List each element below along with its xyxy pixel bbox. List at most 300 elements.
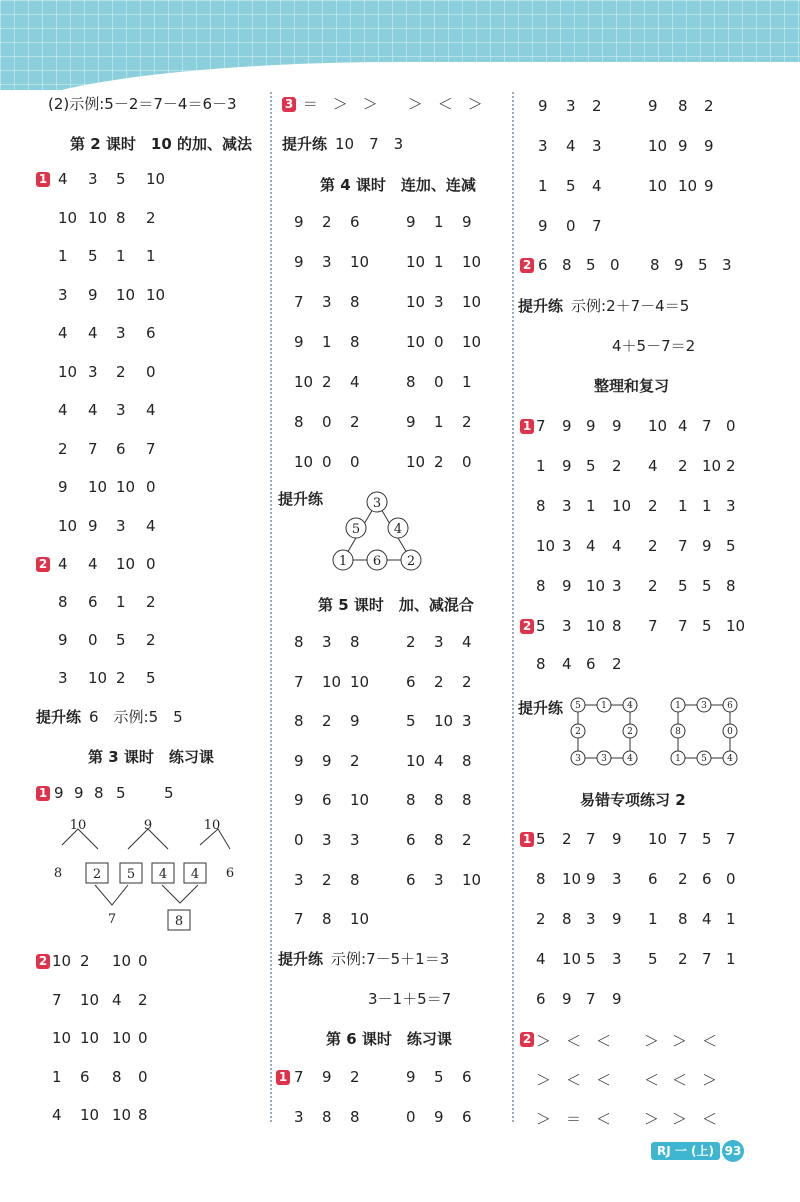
answer-value: 9 bbox=[294, 213, 304, 231]
answer-value: 6 bbox=[406, 831, 416, 849]
answer-value: 9 bbox=[406, 413, 416, 431]
answer-value: 7 bbox=[702, 950, 712, 968]
answer-value: 2 bbox=[678, 870, 688, 888]
answer-value: 9 bbox=[704, 177, 714, 195]
answer-value: 10 bbox=[462, 333, 482, 351]
tree-box-2: 5 bbox=[126, 867, 136, 882]
answer-value: 10 bbox=[88, 208, 108, 227]
answer-value: 3 bbox=[434, 633, 444, 651]
answer-value: 8 bbox=[322, 1108, 332, 1126]
answer-value: 1 bbox=[538, 177, 548, 195]
tree-mid-6: 6 bbox=[225, 866, 235, 881]
answer-value: 3 bbox=[350, 831, 360, 849]
answer-value: 6 bbox=[702, 870, 712, 888]
tree-bottom-2: 8 bbox=[174, 914, 184, 929]
answer-value: 5 bbox=[586, 457, 596, 475]
answer-value: 0 bbox=[146, 555, 156, 573]
answer-value: 8 bbox=[536, 870, 546, 888]
answer-value: 8 bbox=[462, 751, 472, 770]
book-label: RJ 一 (上) bbox=[651, 1142, 720, 1160]
answer-value: 10 bbox=[562, 950, 582, 968]
tisheng-row bbox=[282, 133, 403, 154]
answer-value: 10 bbox=[648, 137, 668, 155]
tisheng-label-2: 提升练 bbox=[278, 490, 324, 508]
answer-value: 5 bbox=[88, 247, 98, 265]
answer-value: 10 bbox=[612, 497, 632, 515]
tri-node: 2 bbox=[406, 554, 416, 569]
answer-value: 4 bbox=[146, 401, 156, 419]
compare-signs: ＝ ＞ ＞ ＞ ＜ ＞ bbox=[302, 95, 483, 113]
answer-value: 0 bbox=[726, 870, 736, 888]
answer-value: 5 bbox=[702, 577, 712, 595]
answer-value: ＜ bbox=[672, 1071, 688, 1089]
answer-value: 9 bbox=[648, 97, 658, 115]
l3-part1-row bbox=[36, 784, 174, 802]
answer-value: 0 bbox=[462, 453, 472, 471]
answer-row bbox=[520, 617, 746, 635]
answer-value: 4 bbox=[678, 417, 688, 435]
answer-value: 5 bbox=[726, 537, 736, 555]
answer-value: 10 bbox=[146, 285, 166, 304]
answer-value: ＜ bbox=[596, 1032, 612, 1050]
answer-value: 10 bbox=[586, 577, 606, 595]
answer-value: 3 bbox=[116, 401, 126, 419]
answer-value: 3 bbox=[562, 617, 572, 635]
answer-value: ＜ bbox=[702, 1110, 718, 1128]
answer-value: 6 bbox=[116, 439, 126, 458]
tri-node: 4 bbox=[393, 522, 403, 537]
answer-value: 8 bbox=[116, 208, 126, 227]
answer-value: 10 bbox=[88, 478, 108, 496]
answer-value: 10 bbox=[322, 672, 342, 691]
tisheng-label: 提升练 bbox=[282, 135, 328, 153]
answer-value: 1 bbox=[536, 457, 546, 475]
answer-value: ＜ bbox=[566, 1032, 582, 1050]
answer-value: 4 bbox=[536, 950, 546, 968]
answer-value: 8 bbox=[112, 1067, 122, 1086]
answer-value: 0 bbox=[146, 478, 156, 496]
answer-value: 3 bbox=[88, 362, 98, 381]
answer-value: 4 bbox=[702, 910, 712, 928]
answer-value: 10 bbox=[406, 293, 426, 311]
answer-value: 10 bbox=[294, 453, 314, 471]
answer-value: 8 bbox=[612, 617, 622, 635]
tri-node: 6 bbox=[372, 554, 382, 569]
answer-value: 3 bbox=[562, 497, 572, 515]
lesson-5-title: 第 5 课时 加、减混合 bbox=[318, 596, 474, 614]
answer-value: 3 bbox=[434, 293, 444, 311]
answer-value: 2 bbox=[350, 1068, 360, 1086]
answer-value: 7 bbox=[294, 293, 304, 311]
answer-value: 0 bbox=[406, 1108, 416, 1126]
answer-value: 0 bbox=[138, 1029, 148, 1047]
answer-value: 5 bbox=[536, 617, 546, 635]
answer-value: 5 bbox=[116, 631, 126, 649]
badge-1: 1 bbox=[36, 786, 50, 801]
answer-value: 8 bbox=[406, 373, 416, 391]
answer-value: 9 bbox=[74, 784, 84, 802]
answer-value: 5 bbox=[566, 177, 576, 195]
tisheng-line2: 3－1＋5＝7 bbox=[368, 990, 452, 1008]
answer-value: 4 bbox=[612, 537, 622, 555]
answer-value: 2 bbox=[562, 830, 572, 848]
answer-value: 10 bbox=[406, 751, 426, 770]
column-divider bbox=[512, 92, 514, 1122]
tri-node: 3 bbox=[372, 496, 382, 511]
answer-value: 4 bbox=[88, 401, 98, 419]
col3-part2-row bbox=[520, 256, 732, 274]
answer-value: 7 bbox=[648, 617, 658, 635]
tree-box-3: 4 bbox=[158, 867, 168, 882]
answer-value: 3 bbox=[612, 870, 622, 888]
answer-value: 5 bbox=[586, 950, 596, 968]
lesson-2-title: 第 2 课时 10 的加、减法 bbox=[70, 135, 252, 153]
answer-value: 10 bbox=[112, 952, 132, 970]
tri-node: 1 bbox=[338, 554, 348, 569]
answer-value: 9 bbox=[612, 830, 622, 848]
answer-value: 3 bbox=[612, 950, 622, 968]
answer-value: 7 bbox=[146, 439, 156, 458]
answer-value: 10 bbox=[648, 417, 668, 435]
answer-value: 5 bbox=[146, 669, 156, 687]
answer-value: 4 bbox=[58, 324, 68, 342]
answer-value: ＞ bbox=[672, 1032, 688, 1050]
err-title: 易错专项练习 2 bbox=[580, 791, 686, 809]
answer-value: 1 bbox=[146, 247, 156, 265]
answer-value: 7 bbox=[536, 417, 546, 435]
answer-value: 6 bbox=[586, 655, 596, 673]
answer-value: 2 bbox=[116, 362, 126, 381]
answer-value: 6 bbox=[536, 990, 546, 1008]
sq-node: 4 bbox=[627, 754, 633, 764]
answer-value: 9 bbox=[58, 478, 68, 496]
answer-value: 8 bbox=[562, 910, 572, 928]
sq-node: 5 bbox=[575, 701, 581, 711]
answer-value: 9 bbox=[562, 990, 572, 1008]
page-number: 93 bbox=[722, 1140, 744, 1162]
answer-value: 7 bbox=[586, 830, 596, 848]
tree-box-1: 2 bbox=[92, 867, 102, 882]
answer-value: 0 bbox=[350, 453, 360, 471]
sq-node: 5 bbox=[701, 754, 707, 764]
answer-value: 3 bbox=[538, 137, 548, 155]
answer-value: 5 bbox=[164, 784, 174, 802]
problem-badge: 1 bbox=[276, 1070, 290, 1085]
answer-value: 10 bbox=[350, 910, 370, 929]
answer-value: 8 bbox=[294, 712, 304, 731]
answer-value: 2 bbox=[138, 990, 148, 1009]
answer-value: 7 bbox=[52, 990, 62, 1009]
answer-value: ＜ bbox=[596, 1071, 612, 1089]
tisheng-row bbox=[36, 706, 183, 727]
answer-value: 4 bbox=[562, 655, 572, 673]
answer-value: 8 bbox=[94, 784, 104, 802]
tisheng-line1: 示例:7－5＋1＝3 bbox=[331, 950, 450, 968]
answer-value: 6 bbox=[350, 213, 360, 231]
answer-value: 2 bbox=[116, 669, 126, 687]
sq-node: 2 bbox=[627, 727, 633, 737]
answer-value: 6 bbox=[322, 791, 332, 810]
answer-value: 3 bbox=[116, 516, 126, 535]
answer-row bbox=[36, 170, 166, 188]
answer-value: 8 bbox=[462, 791, 472, 810]
answer-value: 2 bbox=[536, 910, 546, 928]
answer-value: 10 bbox=[112, 1106, 132, 1124]
answer-value: 0 bbox=[566, 217, 576, 235]
answer-value: 1 bbox=[648, 910, 658, 928]
answer-value: 10 bbox=[146, 170, 166, 188]
answer-value: 9 bbox=[58, 631, 68, 649]
answer-value: 8 bbox=[322, 910, 332, 929]
answer-value: ＞ bbox=[672, 1110, 688, 1128]
answer-value: 1 bbox=[116, 593, 126, 611]
problem-badge: 1 bbox=[520, 832, 534, 847]
answer-value: 9 bbox=[562, 457, 572, 475]
review-title: 整理和复习 bbox=[594, 377, 670, 395]
answer-value: 9 bbox=[612, 910, 622, 928]
answer-value: 7 bbox=[294, 672, 304, 691]
answer-value: 2 bbox=[146, 208, 156, 227]
badge-2: 2 bbox=[520, 258, 534, 273]
problem-badge: 1 bbox=[36, 172, 50, 187]
answer-value: 10 bbox=[58, 516, 78, 535]
answer-value: 3 bbox=[562, 537, 572, 555]
answer-value: 2 bbox=[612, 457, 622, 475]
answer-value: ＞ bbox=[536, 1032, 552, 1050]
answer-value: 10 bbox=[52, 1029, 72, 1047]
answer-value: 4 bbox=[592, 177, 602, 195]
answer-value: 10 bbox=[406, 253, 426, 271]
answer-value: 9 bbox=[322, 1068, 332, 1086]
tree-top-3: 10 bbox=[203, 818, 221, 833]
answer-value: 2 bbox=[648, 497, 658, 515]
answer-value: 7 bbox=[678, 617, 688, 635]
answer-value: 4 bbox=[58, 401, 68, 419]
answer-value: ＜ bbox=[566, 1071, 582, 1089]
answer-row bbox=[36, 555, 156, 573]
answer-value: 9 bbox=[322, 751, 332, 770]
answer-value: 4 bbox=[112, 990, 122, 1009]
problem-badge: 1 bbox=[520, 419, 534, 434]
tisheng-value: 10 7 3 bbox=[335, 135, 404, 153]
answer-value: 10 bbox=[562, 870, 582, 888]
answer-value: 1 bbox=[678, 497, 688, 515]
answer-value: 9 bbox=[586, 870, 596, 888]
answer-value: 7 bbox=[592, 217, 602, 235]
sq-node: 4 bbox=[727, 754, 733, 764]
answer-value: 8 bbox=[536, 655, 546, 673]
answer-value: 4 bbox=[586, 537, 596, 555]
answer-value: 10 bbox=[294, 373, 314, 391]
answer-value: 6 bbox=[80, 1067, 90, 1086]
answer-value: 8 bbox=[58, 593, 68, 611]
answer-value: 4 bbox=[52, 1106, 62, 1124]
answer-value: 4 bbox=[648, 457, 658, 475]
answer-value: 0 bbox=[322, 453, 332, 471]
answer-value: 10 bbox=[536, 537, 556, 555]
tisheng-value: 6 示例:5 5 bbox=[89, 708, 183, 726]
answer-value: 7 bbox=[678, 537, 688, 555]
answer-value: 9 bbox=[562, 577, 572, 595]
answer-value: 9 bbox=[586, 417, 596, 435]
answer-value: 10 bbox=[116, 555, 136, 573]
answer-value: 2 bbox=[726, 457, 736, 475]
answer-value: 10 bbox=[648, 177, 668, 195]
answer-value: 1 bbox=[702, 497, 712, 515]
answer-value: 8 bbox=[350, 633, 360, 651]
answer-value: 0 bbox=[726, 417, 736, 435]
sq-node: 0 bbox=[727, 727, 733, 737]
answer-value: 4 bbox=[58, 170, 68, 188]
answer-value: 2 bbox=[678, 950, 688, 968]
answer-value: ＜ bbox=[644, 1071, 660, 1089]
answer-value: 5 bbox=[406, 712, 416, 731]
answer-value: 5 bbox=[536, 830, 546, 848]
answer-value: 1 bbox=[52, 1067, 62, 1086]
answer-value: 3 bbox=[612, 577, 622, 595]
answer-value: 10 bbox=[462, 253, 482, 271]
answer-value: 9 bbox=[538, 217, 548, 235]
tisheng-line2: 4＋5－7＝2 bbox=[612, 337, 696, 355]
answer-value: 9 bbox=[562, 417, 572, 435]
answer-value: 8 bbox=[350, 870, 360, 889]
answer-value: 4 bbox=[350, 373, 360, 391]
answer-value: 3 bbox=[322, 633, 332, 651]
answer-value: 10 bbox=[726, 617, 746, 635]
lesson-4-title: 第 4 课时 连加、连减 bbox=[320, 176, 476, 194]
answer-value: 8 bbox=[350, 1108, 360, 1126]
answer-value: 2 bbox=[146, 593, 156, 611]
tisheng-row: 提升练 示例:2＋7－4＝5 bbox=[518, 297, 690, 315]
answer-value: 1 bbox=[322, 333, 332, 351]
answer-value: 9 bbox=[612, 417, 622, 435]
answer-value: ＞ bbox=[536, 1071, 552, 1089]
answer-value: 6 bbox=[462, 1068, 472, 1086]
answer-value: 8 bbox=[536, 497, 546, 515]
answer-value: 9 bbox=[462, 213, 472, 231]
answer-value: 9 bbox=[674, 256, 684, 274]
answer-value: 10 bbox=[406, 333, 426, 351]
sq-node: 8 bbox=[675, 727, 681, 737]
answer-value: 3 bbox=[592, 137, 602, 155]
answer-value: 10 bbox=[58, 362, 78, 381]
answer-value: ＜ bbox=[596, 1110, 612, 1128]
answer-value: 2 bbox=[322, 870, 332, 889]
answer-value: 10 bbox=[52, 952, 72, 970]
answer-value: 1 bbox=[434, 413, 444, 431]
tree-top-1: 10 bbox=[69, 818, 87, 833]
answer-value: 7 bbox=[294, 1068, 304, 1086]
answer-value: 0 bbox=[610, 256, 620, 274]
answer-value: 9 bbox=[612, 990, 622, 1008]
triangle-puzzle bbox=[325, 488, 430, 578]
badge-3: 3 bbox=[282, 97, 296, 112]
answer-value: 3 bbox=[294, 870, 304, 889]
answer-value: 2 bbox=[80, 952, 90, 970]
answer-value: 9 bbox=[678, 137, 688, 155]
answer-value: 3 bbox=[566, 97, 576, 115]
part3-line bbox=[282, 93, 483, 114]
column-divider bbox=[270, 92, 272, 1122]
answer-value: 5 bbox=[678, 577, 688, 595]
example-line: (2)示例:5－2＝7－4＝6－3 bbox=[48, 95, 237, 113]
answer-value: 2 bbox=[678, 457, 688, 475]
answer-value: 6 bbox=[648, 870, 658, 888]
answer-value: 10 bbox=[116, 478, 136, 496]
tree-box-4: 4 bbox=[190, 867, 200, 882]
answer-value: 10 bbox=[462, 293, 482, 311]
tisheng-row: 提升练 示例:7－5＋1＝3 bbox=[278, 950, 450, 968]
answer-value: 8 bbox=[294, 413, 304, 431]
answer-value: ＞ bbox=[702, 1071, 718, 1089]
answer-value: 0 bbox=[294, 831, 304, 849]
tri-node: 5 bbox=[351, 522, 361, 537]
tisheng-label: 提升练 bbox=[36, 708, 82, 726]
answer-value: 7 bbox=[88, 439, 98, 458]
answer-value: 5 bbox=[116, 784, 126, 802]
answer-value: 7 bbox=[678, 830, 688, 848]
answer-value: 4 bbox=[88, 324, 98, 342]
answer-row bbox=[276, 1068, 472, 1086]
answer-value: 8 bbox=[434, 791, 444, 810]
answer-value: 9 bbox=[704, 137, 714, 155]
answer-value: 8 bbox=[350, 293, 360, 311]
answer-row bbox=[36, 952, 148, 970]
answer-value: 3 bbox=[462, 712, 472, 731]
sq-node: 1 bbox=[675, 701, 681, 711]
answer-value: 1 bbox=[434, 253, 444, 271]
answer-row bbox=[520, 417, 736, 435]
answer-value: 10 bbox=[586, 617, 606, 635]
answer-value: 7 bbox=[726, 830, 736, 848]
tree-bottom-1: 7 bbox=[107, 912, 117, 927]
answer-value: 1 bbox=[726, 950, 736, 968]
answer-value: ＞ bbox=[644, 1110, 660, 1128]
answer-value: 2 bbox=[434, 672, 444, 691]
answer-value: 2 bbox=[462, 413, 472, 431]
answer-value: 9 bbox=[702, 537, 712, 555]
sq-node: 2 bbox=[575, 727, 581, 737]
answer-value: 10 bbox=[80, 1106, 100, 1124]
answer-value: 6 bbox=[406, 672, 416, 691]
answer-value: 0 bbox=[88, 631, 98, 649]
answer-value: 7 bbox=[294, 910, 304, 929]
answer-value: 10 bbox=[350, 672, 370, 691]
answer-value: 5 bbox=[434, 1068, 444, 1086]
sq-node: 6 bbox=[727, 701, 733, 711]
answer-value: 1 bbox=[434, 213, 444, 231]
answer-value: 8 bbox=[434, 831, 444, 849]
page-footer bbox=[651, 1140, 744, 1162]
problem-badge: 2 bbox=[36, 557, 50, 572]
answer-value: 5 bbox=[702, 830, 712, 848]
answer-value: 3 bbox=[722, 256, 732, 274]
answer-value: 3 bbox=[58, 669, 68, 687]
answer-value: 8 bbox=[678, 910, 688, 928]
sq-node: 3 bbox=[601, 754, 607, 764]
lesson-3-title: 第 3 课时 练习课 bbox=[88, 748, 214, 766]
answer-value: 2 bbox=[322, 373, 332, 391]
answer-value: 5 bbox=[116, 170, 126, 188]
answer-value: 2 bbox=[648, 577, 658, 595]
sq-node: 4 bbox=[627, 701, 633, 711]
answer-value: 8 bbox=[726, 577, 736, 595]
sq-node: 1 bbox=[675, 754, 681, 764]
answer-value: 1 bbox=[586, 497, 596, 515]
answer-value: 9 bbox=[406, 1068, 416, 1086]
answer-value: 10 bbox=[80, 990, 100, 1009]
answer-value: 3 bbox=[434, 870, 444, 889]
